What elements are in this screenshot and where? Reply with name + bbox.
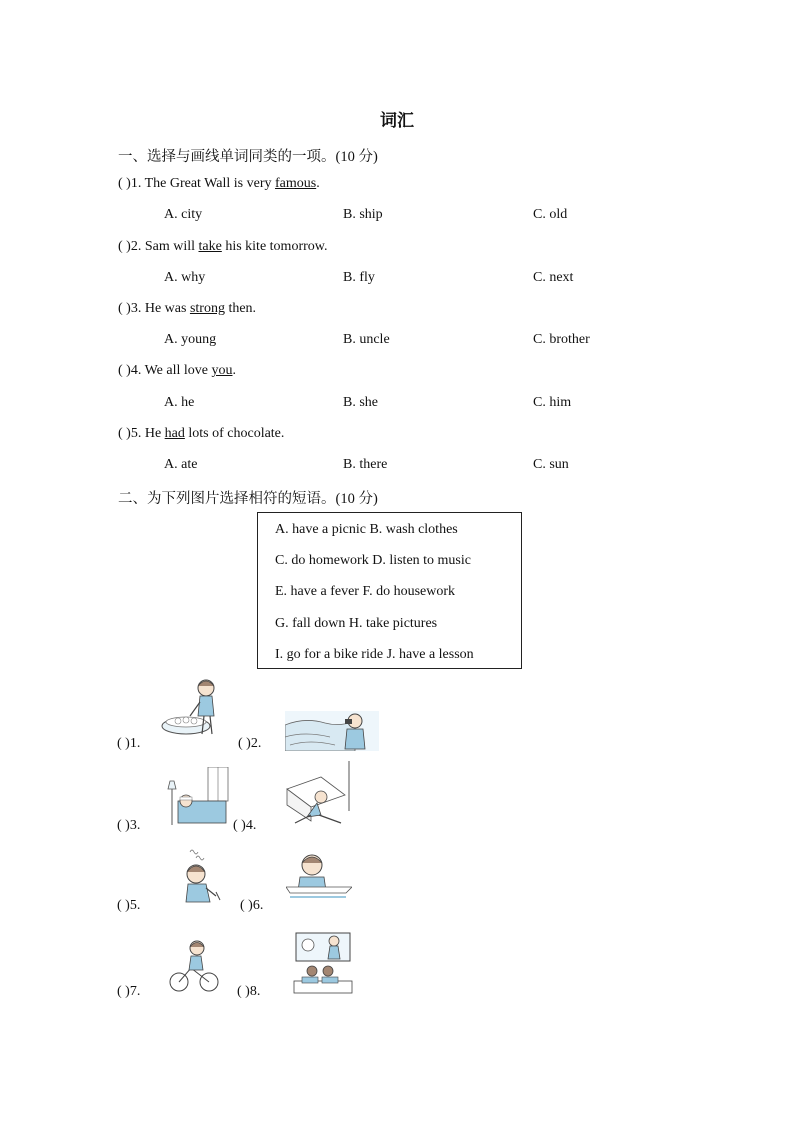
- underlined-word: had: [164, 426, 185, 441]
- option-c: C. next: [533, 270, 574, 285]
- underlined-word: take: [198, 239, 222, 254]
- option-c: C. old: [533, 207, 568, 222]
- girl-with-fever-icon: [182, 848, 228, 910]
- question-1: ( )1. The Great Wall is very famous.: [118, 176, 320, 191]
- option-c: C. him: [533, 395, 572, 410]
- option-b: B. ship: [343, 207, 383, 222]
- answer-blank[interactable]: ( ): [118, 176, 131, 191]
- option-a: A. why: [164, 270, 206, 285]
- picture-item-8-label[interactable]: ( )8.: [237, 984, 261, 999]
- option-a: A. he: [164, 395, 195, 410]
- option-c: C. brother: [533, 332, 590, 347]
- underlined-word: you: [211, 363, 233, 378]
- picture-item-7-label[interactable]: ( )7.: [117, 984, 141, 999]
- girl-riding-bike-icon: [167, 938, 221, 994]
- picture-item-4-label[interactable]: ( )4.: [233, 818, 257, 833]
- underlined-word: famous: [274, 176, 317, 191]
- question-2: ( )2. Sam will take his kite tomorrow.: [118, 239, 328, 254]
- option-b: B. uncle: [343, 332, 390, 347]
- boy-taking-pictures-icon: [285, 711, 379, 751]
- option-b: B. there: [343, 457, 388, 472]
- phrase-line: G. fall down H. take pictures: [275, 616, 438, 631]
- picture-item-2-label[interactable]: ( )2.: [238, 736, 262, 751]
- option-b: B. she: [343, 395, 378, 410]
- underlined-word: strong: [189, 301, 225, 316]
- phrase-line: A. have a picnic B. wash clothes: [275, 522, 458, 537]
- picture-item-1-label[interactable]: ( )1.: [117, 736, 141, 751]
- boy-doing-homework-icon: [286, 853, 352, 899]
- question-3: ( )3. He was strong then.: [118, 301, 257, 316]
- option-a: A. young: [164, 332, 217, 347]
- option-b: B. fly: [343, 270, 375, 285]
- section1-heading: 一、选择与画线单词同类的一项。(10 分): [118, 149, 378, 165]
- page-title: 词汇: [380, 111, 414, 130]
- answer-blank[interactable]: ( ): [118, 363, 131, 378]
- phrase-line: C. do homework D. listen to music: [275, 553, 471, 568]
- picture-item-3-label[interactable]: ( )3.: [117, 818, 141, 833]
- question-4: ( )4. We all love you.: [118, 363, 236, 378]
- phrase-line: I. go for a bike ride J. have a lesson: [275, 647, 474, 662]
- sick-in-bed-icon: [164, 767, 230, 831]
- boy-falling-down-icon: [281, 761, 353, 829]
- phrase-line: E. have a fever F. do housework: [275, 584, 456, 599]
- class-lesson-icon: [292, 931, 354, 995]
- answer-blank[interactable]: ( ): [118, 239, 131, 254]
- question-5: ( )5. He had lots of chocolate.: [118, 426, 285, 441]
- section2-heading: 二、为下列图片选择相符的短语。(10 分): [118, 491, 378, 507]
- picture-item-6-label[interactable]: ( )6.: [240, 898, 264, 913]
- option-a: A. ate: [164, 457, 198, 472]
- option-a: A. city: [164, 207, 203, 222]
- phrase-box: [257, 512, 522, 669]
- option-c: C. sun: [533, 457, 569, 472]
- picture-item-5-label[interactable]: ( )5.: [117, 898, 141, 913]
- answer-blank[interactable]: ( ): [118, 301, 131, 316]
- girl-washing-clothes-icon: [160, 676, 232, 740]
- answer-blank[interactable]: ( ): [118, 426, 131, 441]
